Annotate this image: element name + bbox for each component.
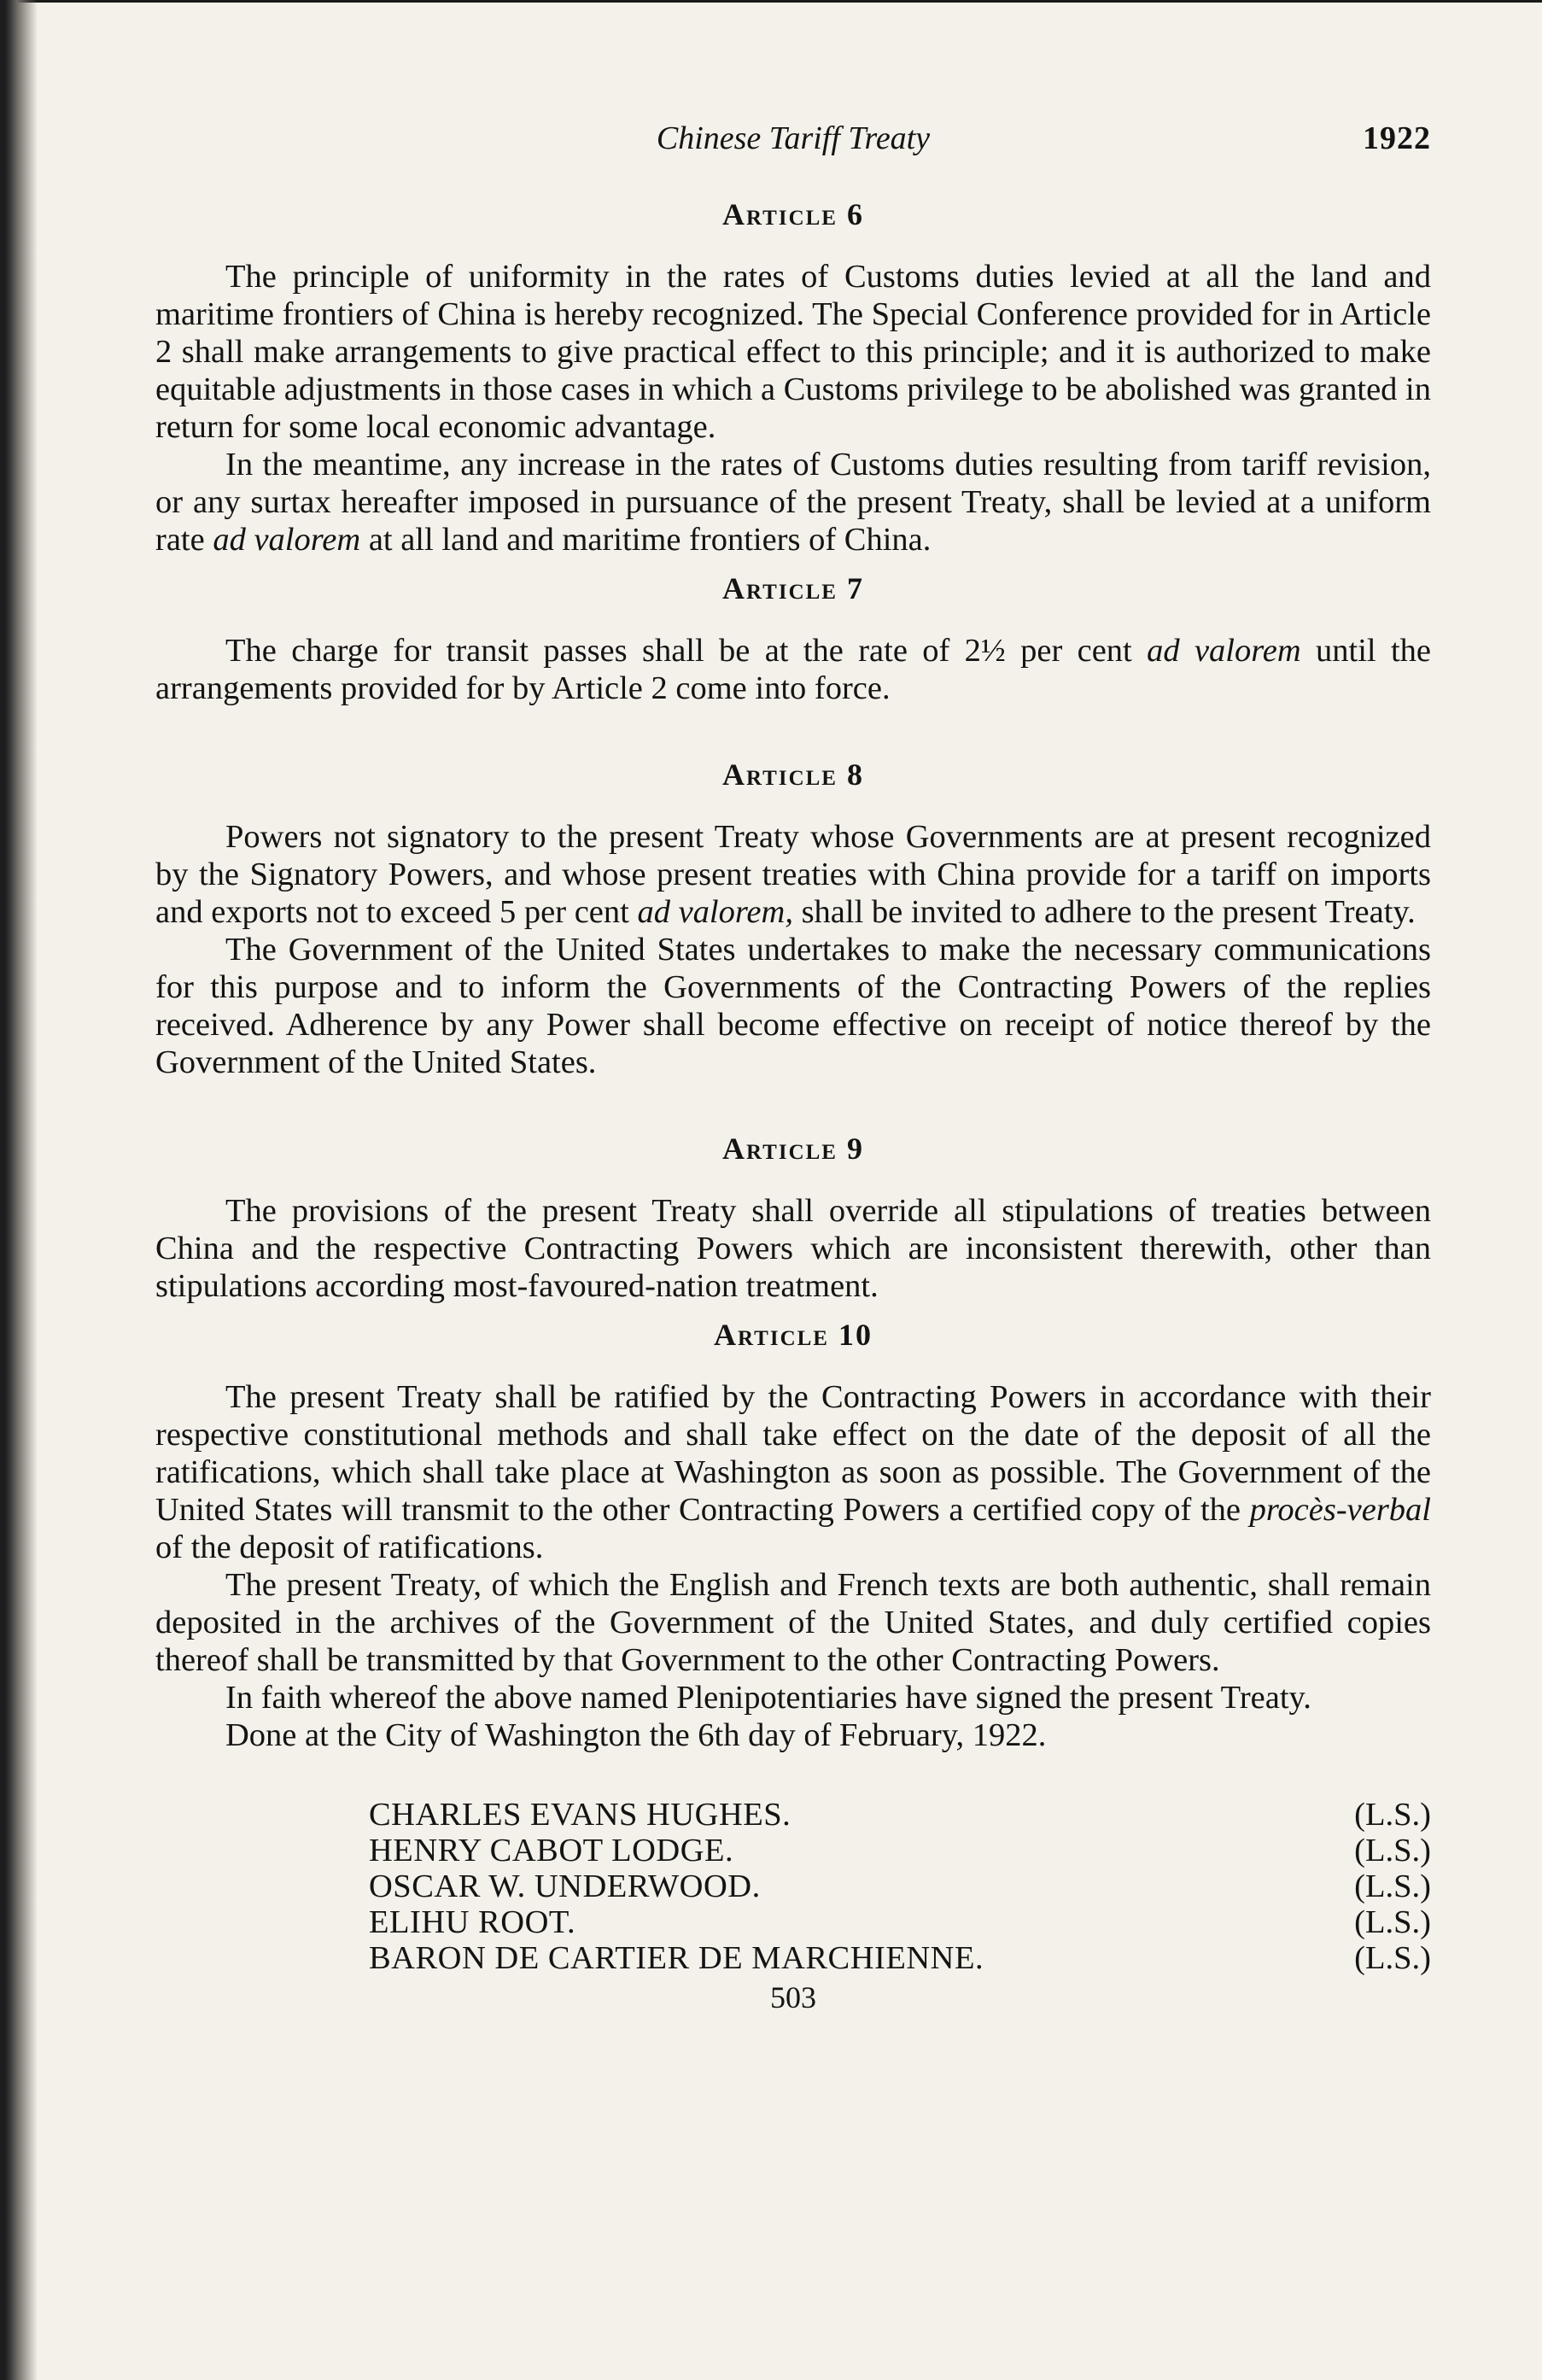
signatory-name: HENRY CABOT LODGE. bbox=[369, 1833, 734, 1868]
article-6-paragraph-2 bbox=[155, 446, 1431, 558]
text-segment: of the deposit of ratifications. bbox=[155, 1529, 544, 1565]
signatory-name: ELIHU ROOT. bbox=[369, 1904, 576, 1940]
article-10-paragraph-4: Done at the City of Washington the 6th day of February, 1922. bbox=[225, 1717, 1047, 1753]
signature-block bbox=[369, 1797, 1431, 1976]
signatory-name: OSCAR W. UNDERWOOD. bbox=[369, 1868, 761, 1904]
text-segment: Powers not signatory to the present Treaty whose Governments are at present recognized by the Signatory Powers, and whose present treaties with China provide for a tariff on imports and exports not to exceed 5 per cent bbox=[155, 819, 1431, 930]
document-page bbox=[155, 120, 1431, 2015]
article-8-paragraph-1 bbox=[155, 818, 1431, 931]
italic-phrase: ad valorem, bbox=[637, 894, 793, 930]
article-10-paragraph-3: In faith whereof the above named Plenipotentiaries have signed the present Treaty. bbox=[225, 1680, 1311, 1716]
article-9-heading: Article 9 bbox=[722, 1132, 864, 1166]
seal-mark: (L.S.) bbox=[1354, 1868, 1431, 1904]
article-8-paragraph-2: The Government of the United States undertakes to make the necessary communications for this purpose and to inform the Governments of the Contracting Powers of the replies received. Adherence by any Power shall become effective on receipt of notice thereof by the Government of the United States. bbox=[155, 932, 1431, 1080]
seal-mark: (L.S.) bbox=[1354, 1833, 1431, 1868]
scan-binding-edge bbox=[0, 0, 38, 2380]
text-segment: shall be invited to adhere to the present Treaty. bbox=[792, 894, 1416, 930]
article-7-paragraph-1 bbox=[155, 632, 1431, 707]
article-6-heading: Article 6 bbox=[722, 197, 864, 231]
text-segment: at all land and maritime frontiers of China. bbox=[360, 522, 932, 558]
signatory-name: BARON DE CARTIER DE MARCHIENNE. bbox=[369, 1940, 984, 1976]
italic-phrase: procès-verbal bbox=[1249, 1492, 1431, 1528]
italic-phrase: ad valorem bbox=[1147, 633, 1301, 669]
signature-row bbox=[369, 1940, 1431, 1976]
running-title: Chinese Tariff Treaty bbox=[656, 120, 931, 156]
article-8-heading: Article 8 bbox=[722, 757, 864, 792]
seal-mark: (L.S.) bbox=[1354, 1797, 1431, 1833]
article-7-heading: Article 7 bbox=[722, 571, 864, 605]
article-9-paragraph-1: The provisions of the present Treaty shall override all stipulations of treaties between China and the respective Contracting Powers which are inconsistent therewith, other than stipulations according most-favoured-nation treatment. bbox=[155, 1193, 1431, 1304]
running-header bbox=[155, 120, 1431, 188]
seal-mark: (L.S.) bbox=[1354, 1904, 1431, 1940]
article-10-paragraph-2: The present Treaty, of which the English and French texts are both authentic, shall remain deposited in the archives of the Government of the United States, and duly certified copies thereof shall be transmitted by that Government to the other Contracting Powers. bbox=[155, 1567, 1431, 1678]
text-segment: In the meantime, any increase in the rates of Customs duties resulting from tariff revision, or any surtax hereafter imposed in pursuance of the present Treaty, shall be levied at a uniform rate bbox=[155, 447, 1431, 558]
signature-row bbox=[369, 1868, 1431, 1904]
article-10-heading: Article 10 bbox=[714, 1318, 873, 1352]
signature-row bbox=[369, 1833, 1431, 1868]
article-10-paragraph-1 bbox=[155, 1378, 1431, 1566]
article-6-paragraph-1: The principle of uniformity in the rates of Customs duties levied at all the land and maritime frontiers of China is hereby recognized. The Special Conference provided for in Article 2 shall make arrangements to give practical effect to this principle; and it is authorized to make equitable adjustments in those cases in which a Customs privilege to be abolished was granted in return for some local economic advantage. bbox=[155, 259, 1431, 445]
signature-row bbox=[369, 1797, 1431, 1833]
italic-phrase: ad valorem bbox=[213, 522, 361, 558]
scan-top-edge bbox=[0, 0, 1542, 7]
text-segment: The present Treaty shall be ratified by the Contracting Powers in accordance with their respective constitutional methods and shall take effect on the date of the deposit of all the ratifications, which shall take place at Washington as soon as possible. The Government of the United States will transmit to the other Contracting Powers a certified copy of the bbox=[155, 1379, 1431, 1528]
text-segment: until the arrangements provided for by Article 2 come into force. bbox=[155, 633, 1431, 706]
text-segment: The charge for transit passes shall be at the rate of 2½ per cent bbox=[225, 633, 1148, 669]
signature-row bbox=[369, 1904, 1431, 1940]
seal-mark: (L.S.) bbox=[1354, 1940, 1431, 1976]
signatory-name: CHARLES EVANS HUGHES. bbox=[369, 1797, 791, 1833]
running-year: 1922 bbox=[1363, 120, 1431, 156]
page-number: 503 bbox=[770, 1980, 816, 2015]
